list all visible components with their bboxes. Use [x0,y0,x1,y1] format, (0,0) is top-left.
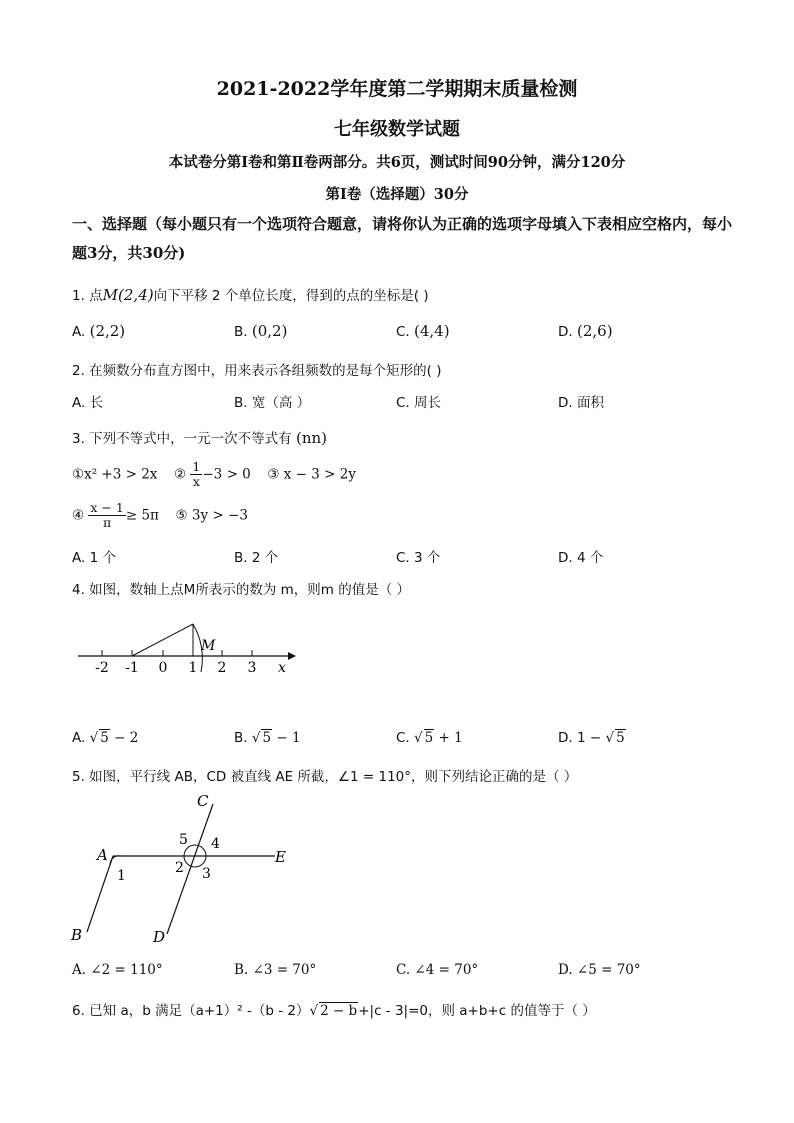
question-5: 5. 如图，平行线 AB，CD 被直线 AE 所截，∠1 = 110°，则下列结论正确的是（ ） [72,769,578,785]
q1-pre: 1. 点 [72,288,103,304]
question-4: 4. 如图，数轴上点M所表示的数为 m，则m 的值是（ ） [72,582,410,598]
question-3 [72,427,327,447]
q4-option-b[interactable]: B. √ 5 − 1 [234,730,301,746]
question-1 [72,284,429,304]
point-m-label: M [201,638,216,654]
tick-label: 2 [217,660,227,676]
label-angle-5: 5 [179,832,188,848]
label-angle-4: 4 [211,836,220,852]
q3-item-1: ①x² +3 > 2x [72,466,158,483]
q4-number-line-figure [70,610,300,680]
angle-1-arc [110,856,121,865]
q5-parallel-lines-figure [65,790,305,950]
q4-option-d[interactable]: D. 1 − √ 5 [558,730,625,746]
q3-item-2-mark: ② [174,466,187,483]
label-a: A [97,846,108,864]
q3-option-a[interactable]: A. 1 个 [72,550,116,566]
q3-item-2-rest: −3 > 0 [202,466,251,483]
q3-item-3: ③ x − 3 > 2y [267,466,356,483]
q3-option-c[interactable]: C. 3 个 [396,550,441,566]
q3-item-5: ⑤ 3y > −3 [175,507,248,524]
q4-option-c[interactable]: C. √ 5 + 1 [396,730,463,746]
tick-label: 0 [158,660,168,676]
q5-option-b[interactable]: B. ∠3 = 70° [234,962,317,978]
q2-option-d[interactable]: D. 面积 [558,395,604,411]
q6-pre: 6. 已知 a，b 满足（a+1）² -（b - 2） [72,1003,310,1019]
q3-option-b[interactable]: B. 2 个 [234,550,279,566]
label-d: D [153,928,166,946]
q6-radical: 2 − b [320,1003,358,1019]
q3-paren: (nn) [295,429,327,447]
exam-info: 本试卷分第Ⅰ卷和第Ⅱ卷两部分。共6页，测试时间90分钟，满分120分 [168,154,626,171]
label-angle-3: 3 [202,866,211,882]
q1-option-d[interactable]: D. (2,6) [558,322,613,340]
q3-item-4-rest: ≥ 5π [125,507,159,524]
label-c: C [197,792,209,810]
q1-option-a[interactable]: A. (2,2) [72,322,126,340]
label-angle-2: 2 [175,860,184,876]
exam-subtitle: 七年级数学试题 [334,119,460,140]
line-ab [87,856,113,932]
q3-item-4-fraction: $\frac{x - 1}{\pi}$ [90,500,124,530]
q1-option-b[interactable]: B. (0,2) [234,322,288,340]
section-heading: 一、选择题（每小题只有一个选项符合题意，请将你认为正确的选项字母填入下表相应空格内，每小题3分，共30分) [72,215,733,262]
label-angle-1: 1 [117,868,126,884]
q3-stem: 3. 下列不等式中，一元一次不等式有 [72,431,292,447]
q5-option-d[interactable]: D. ∠5 = 70° [558,962,641,978]
q5-option-a[interactable]: A. ∠2 = 110° [72,962,163,978]
q3-item-2-fraction: $\frac{1}{x}$ [192,459,201,489]
q6-post: +|c - 3|=0，则 a+b+c 的值等于（ ） [358,1003,596,1019]
tick-label: -2 [95,660,109,676]
axis-label: x [278,660,286,676]
q1-point: M(2,4) [102,286,154,304]
q5-option-c[interactable]: C. ∠4 = 70° [396,962,479,978]
q1-option-c[interactable]: C. (4,4) [396,322,450,340]
q2-option-b[interactable]: B. 宽（高 ） [234,395,311,411]
label-b: B [71,926,83,944]
question-6: 6. 已知 a，b 满足（a+1）² -（b - 2）√ 2 − b+|c - 3|=0，则 a+b+c 的值等于（ ） [72,1003,596,1019]
label-e: E [275,848,286,866]
tick-label: 1 [188,660,198,676]
axis-arrow-icon [288,652,296,660]
question-2: 2. 在频数分布直方图中，用来表示各组频数的是每个矩形的( ) [72,363,442,379]
tick-label: -1 [125,660,139,676]
q3-option-d[interactable]: D. 4 个 [558,550,604,566]
q4-option-a[interactable]: A. √ 5 − 2 [72,730,139,746]
q3-items-row1 [72,460,356,489]
q1-post: 向下平移 2 个单位长度，得到的点的坐标是( ) [153,288,429,304]
part-heading: 第Ⅰ卷（选择题）30分 [325,186,469,203]
q2-option-c[interactable]: C. 周长 [396,395,442,411]
q3-item-4-mark: ④ [72,507,85,524]
exam-title: 2021-2022学年度第二学期期末质量检测 [216,78,578,100]
tick-label: 3 [247,660,257,676]
q3-items-row2 [72,501,248,530]
q2-option-a[interactable]: A. 长 [72,395,104,411]
